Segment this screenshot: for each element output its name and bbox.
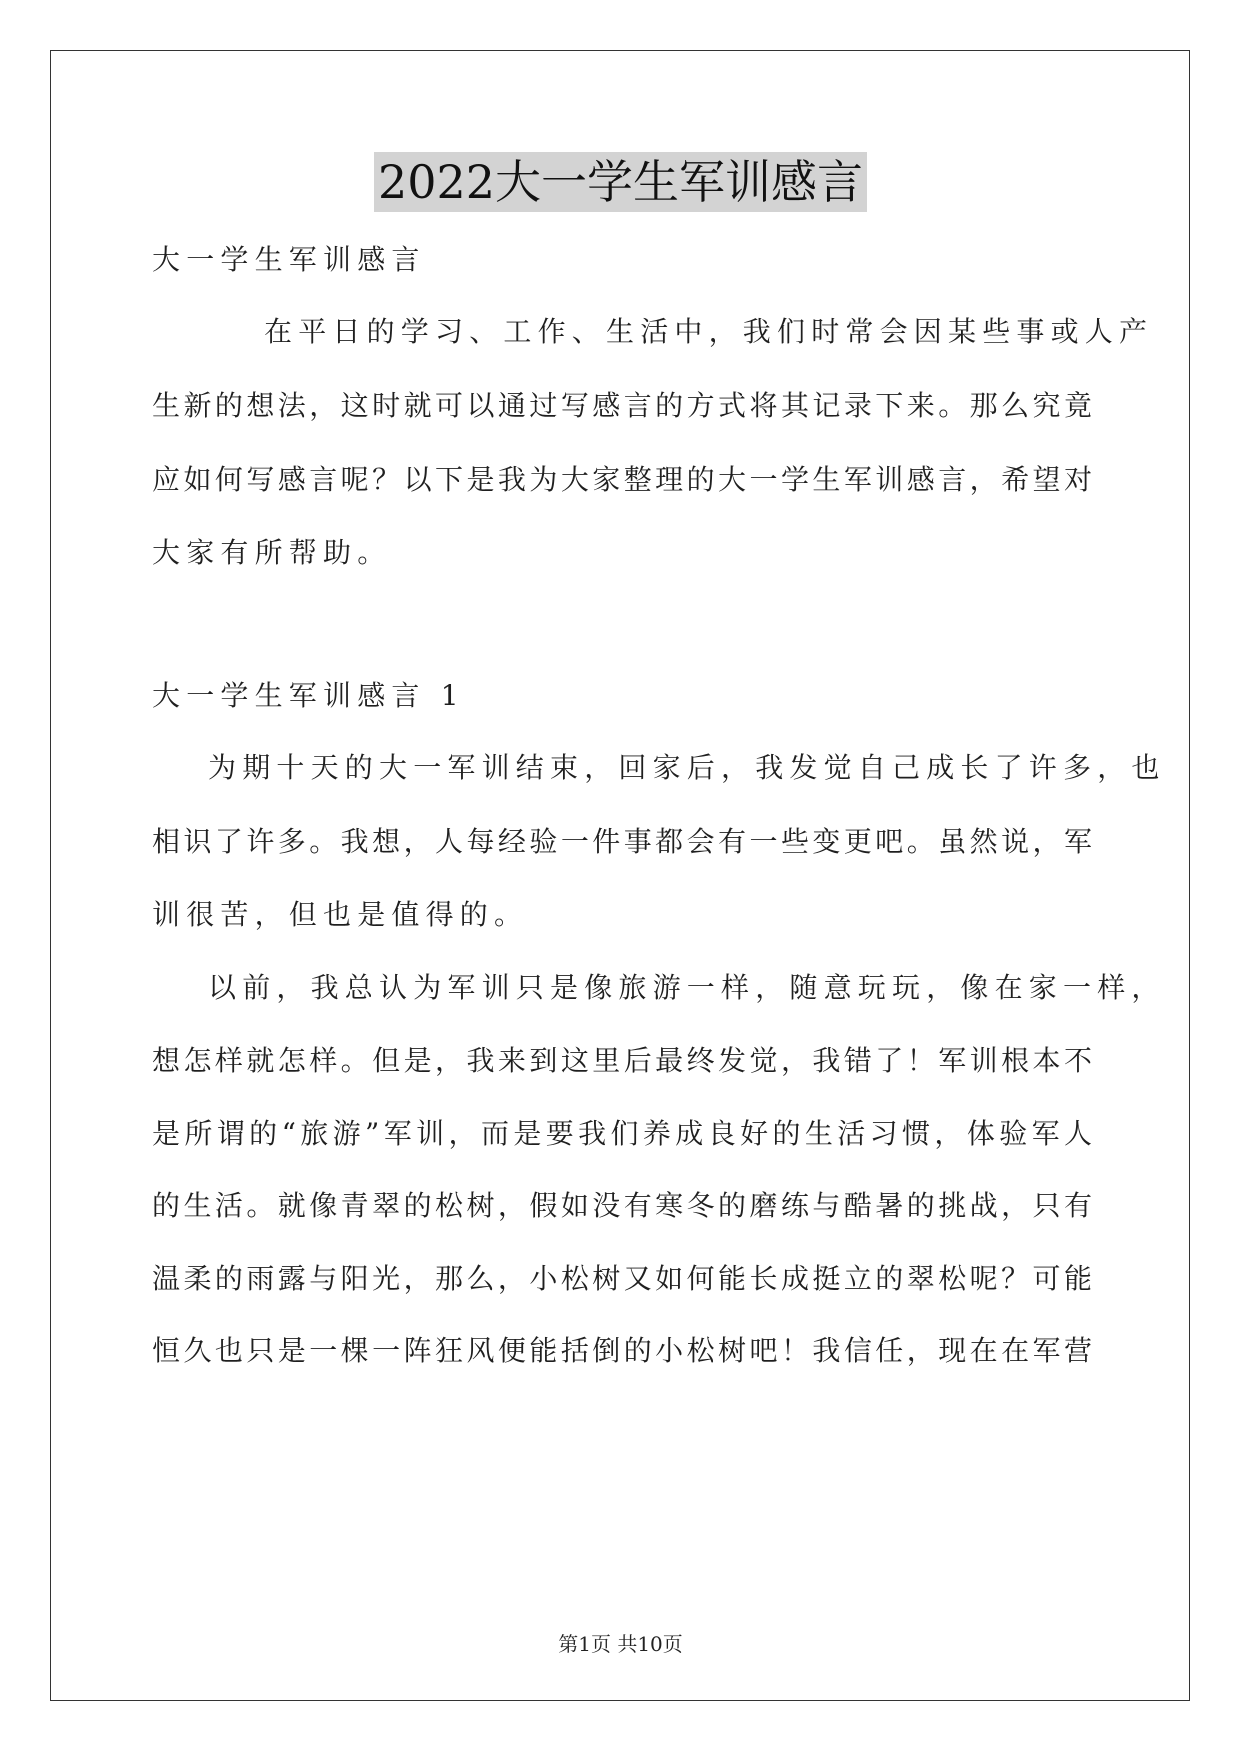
paragraph-line: 是所谓的“旅游”军训，而是要我们养成良好的生活习惯，体验军人 xyxy=(152,1117,1092,1150)
document-title: 2022大一学生军训感言 xyxy=(374,152,867,212)
paragraph-line: 训很苦，但也是值得的。 xyxy=(152,898,529,931)
paragraph-line: 恒久也只是一棵一阵狂风便能括倒的小松树吧！我信任，现在在军营 xyxy=(152,1334,1092,1367)
paragraph-line: 大家有所帮助。 xyxy=(152,536,392,569)
paragraph-line: 在平日的学习、工作、生活中，我们时常会因某些事或人产 xyxy=(264,315,1154,348)
paragraph-line: 应如何写感言呢？以下是我为大家整理的大一学生军训感言，希望对 xyxy=(152,463,1092,496)
paragraph-line: 的生活。就像青翠的松树，假如没有寒冬的磨练与酷暑的挑战，只有 xyxy=(152,1189,1092,1222)
paragraph-line: 相识了许多。我想，人每经验一件事都会有一些变更吧。虽然说，军 xyxy=(152,825,1092,858)
paragraph-line: 以前，我总认为军训只是像旅游一样，随意玩玩，像在家一样， xyxy=(208,971,1166,1004)
page-footer: 第1页 共10页 xyxy=(558,1632,683,1656)
paragraph-line: 为期十天的大一军训结束，回家后，我发觉自己成长了许多，也 xyxy=(208,751,1166,784)
paragraph-line: 生新的想法，这时就可以通过写感言的方式将其记录下来。那么究竟 xyxy=(152,389,1092,422)
page-border xyxy=(50,50,1190,1701)
paragraph-line: 温柔的雨露与阳光，那么，小松树又如何能长成挺立的翠松呢？可能 xyxy=(152,1262,1092,1295)
paragraph-line: 想怎样就怎样。但是，我来到这里后最终发觉，我错了！军训根本不 xyxy=(152,1044,1092,1077)
section-heading: 大一学生军训感言 1 xyxy=(152,679,465,712)
title-container xyxy=(0,152,1241,212)
section-heading: 大一学生军训感言 xyxy=(152,243,426,276)
